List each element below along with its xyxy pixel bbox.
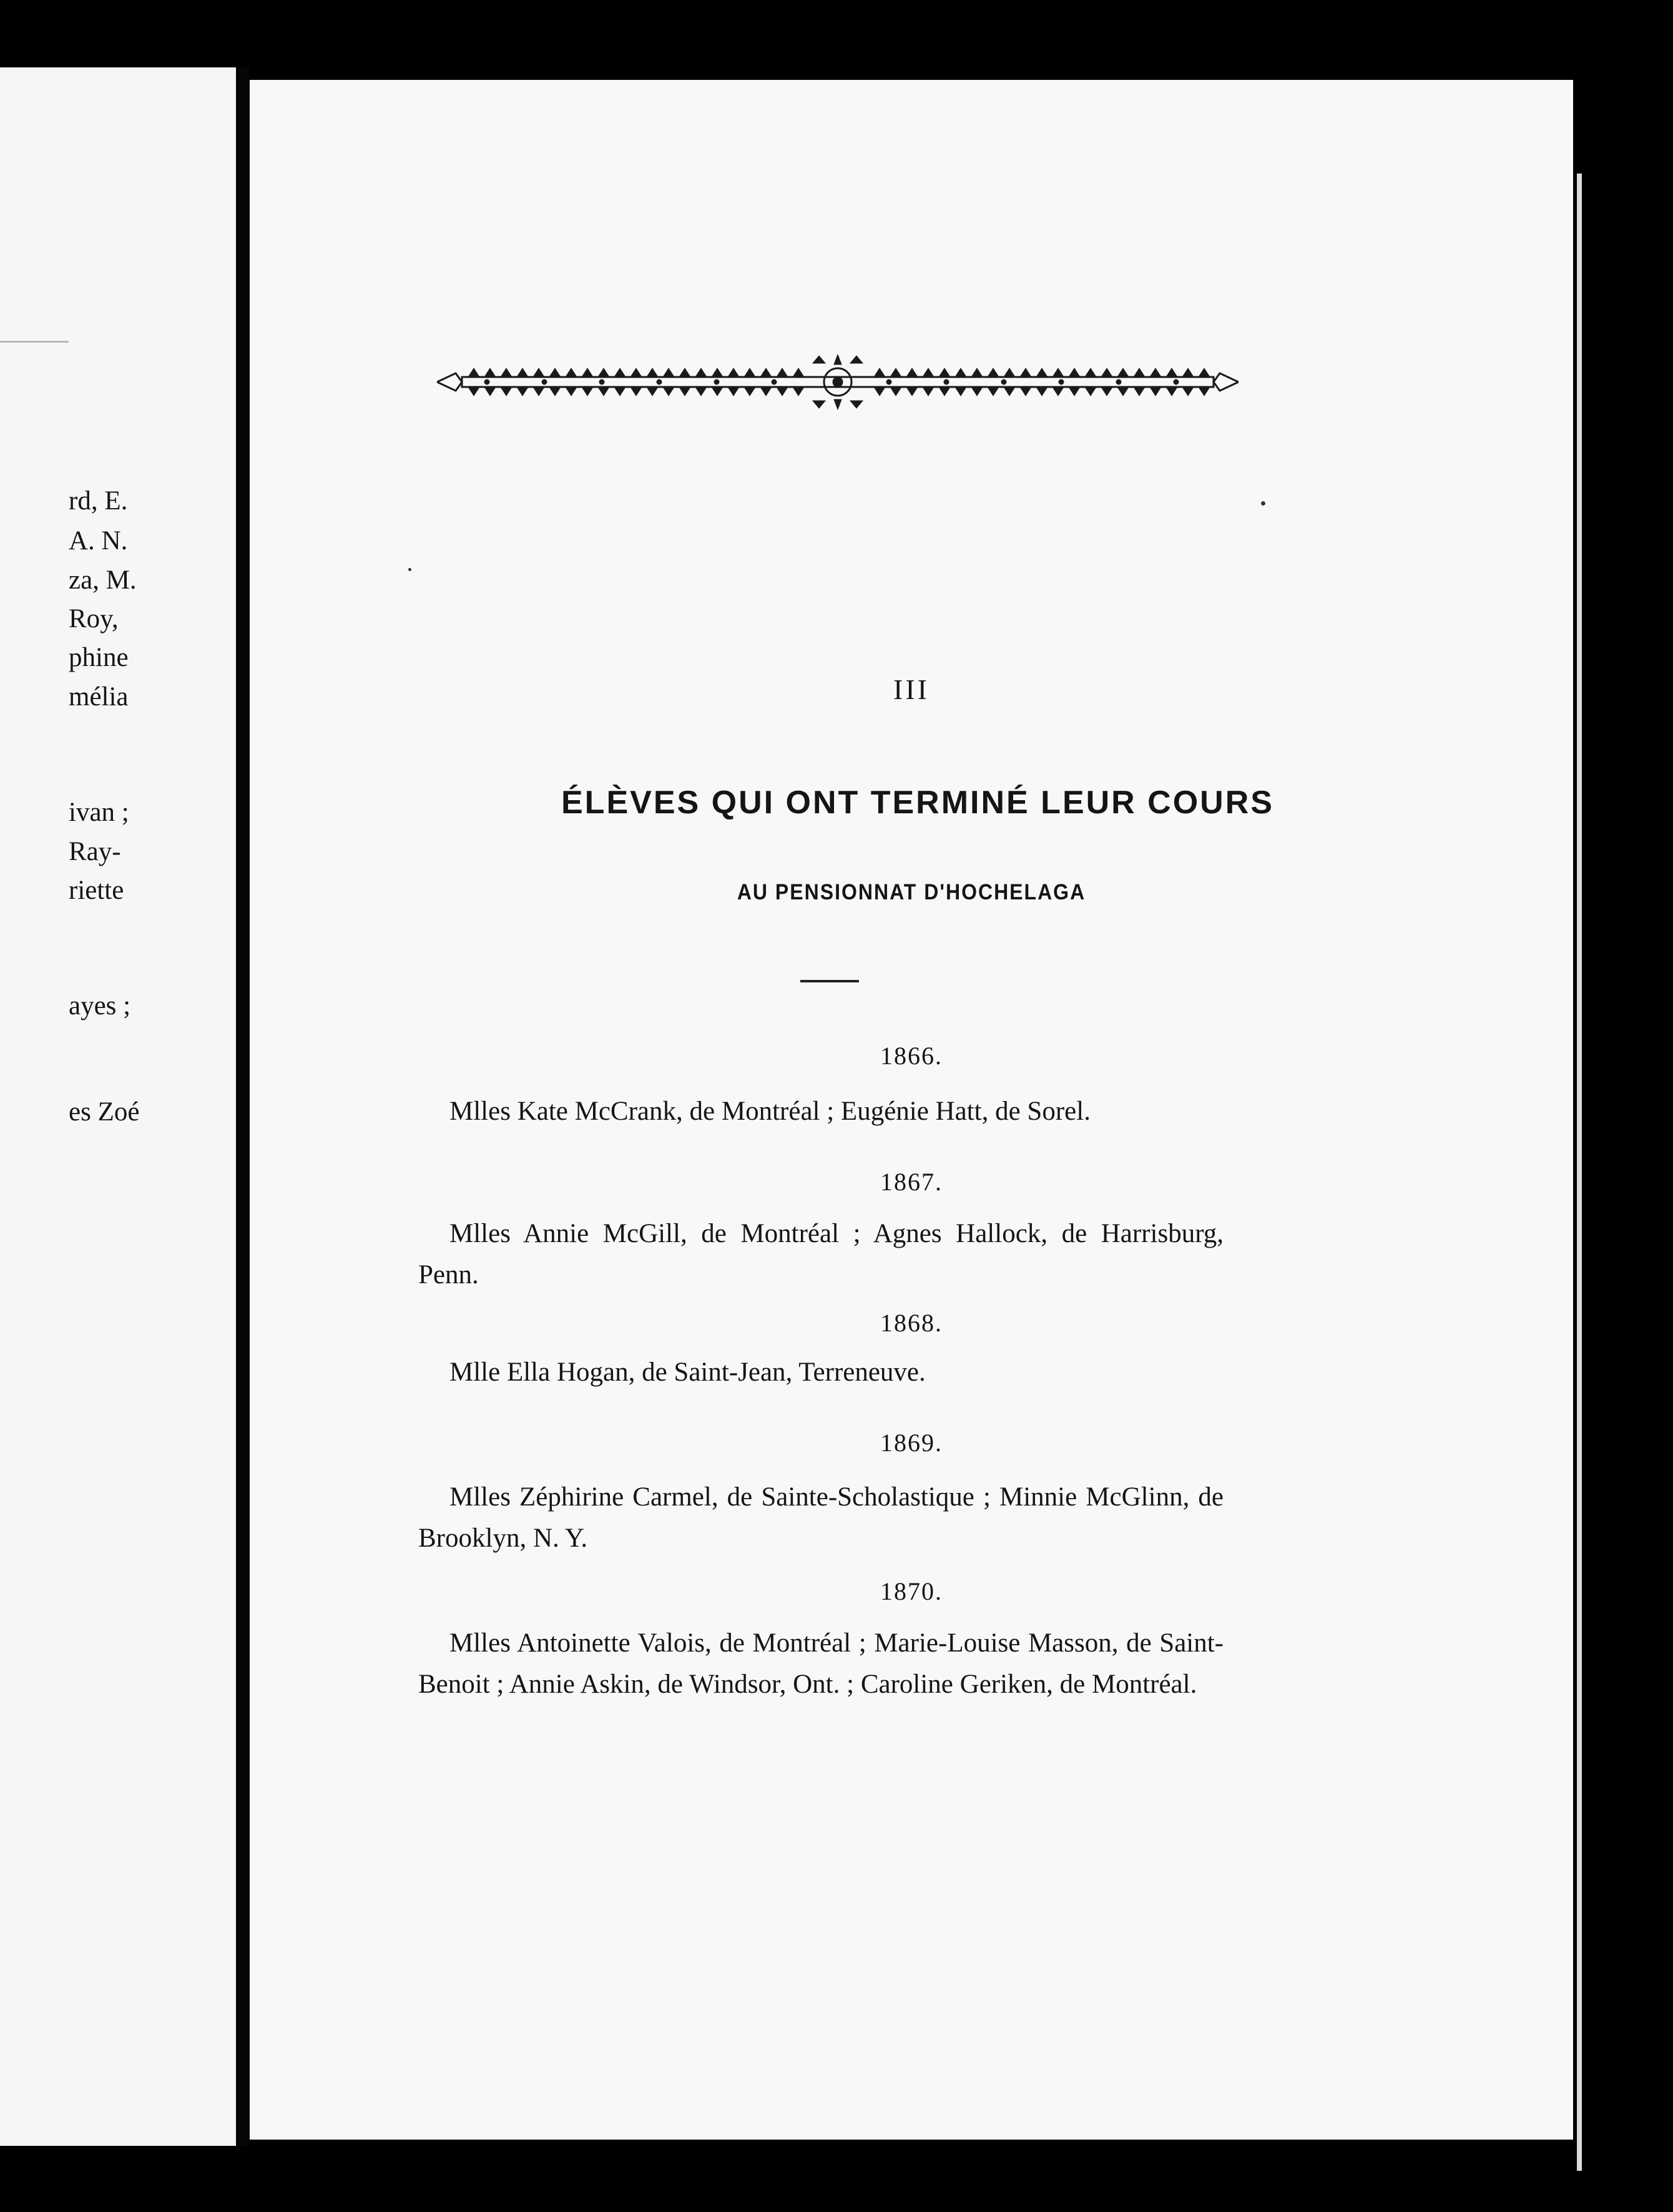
left-page-line: phine <box>69 643 129 672</box>
current-page <box>250 80 1573 2140</box>
left-page-line: rd, E. <box>69 486 128 516</box>
left-page-line: A. N. <box>69 526 128 555</box>
previous-page-fragment <box>0 67 236 2146</box>
left-page-line: es Zoé <box>69 1097 140 1127</box>
page-subtitle: AU PENSIONNAT D'HOCHELAGA <box>737 879 1086 904</box>
section-divider <box>800 980 859 982</box>
left-page-line: riette <box>69 876 124 905</box>
page-title: ÉLÈVES QUI ONT TERMINÉ LEUR COURS <box>561 785 1274 821</box>
year-heading: 1869. <box>880 1429 943 1457</box>
left-page-line: ivan ; <box>69 798 129 827</box>
page-edge <box>1577 174 1582 2171</box>
left-page-line: Roy, <box>69 604 119 634</box>
year-heading: 1867. <box>880 1168 943 1196</box>
left-page-line: mélia <box>69 682 129 712</box>
graduate-entry: Mlles Zéphirine Carmel, de Sainte-Scholastique ; Minnie McGlinn, de Brooklyn, N. Y. <box>418 1482 1224 1553</box>
ornament-band-icon <box>437 355 1239 411</box>
left-page-line: ayes ; <box>69 991 131 1020</box>
year-heading: 1868. <box>880 1309 943 1337</box>
graduate-entry: Mlle Ella Hogan, de Saint-Jean, Terreneuve. <box>449 1358 926 1387</box>
year-heading: 1866. <box>880 1042 943 1070</box>
left-page-line: za, M. <box>69 565 137 595</box>
graduate-entry: Mlles Kate McCrank, de Montréal ; Eugénie Hatt, de Sorel. <box>449 1097 1091 1126</box>
book-gutter <box>236 67 250 2146</box>
graduate-entry: Mlles Annie McGill, de Montréal ; Agnes Hallock, de Harrisburg, Penn. <box>418 1219 1224 1290</box>
left-page-rule <box>0 341 69 343</box>
graduate-entry: Mlles Antoinette Valois, de Montréal ; Marie-Louise Masson, de Saint-Benoit ; Annie Askin, de Windsor, Ont. ; Caroline Geriken, de Montréal. <box>418 1628 1224 1699</box>
left-page-line: Ray- <box>69 837 121 866</box>
section-number: III <box>893 673 930 705</box>
year-heading: 1870. <box>880 1577 943 1605</box>
